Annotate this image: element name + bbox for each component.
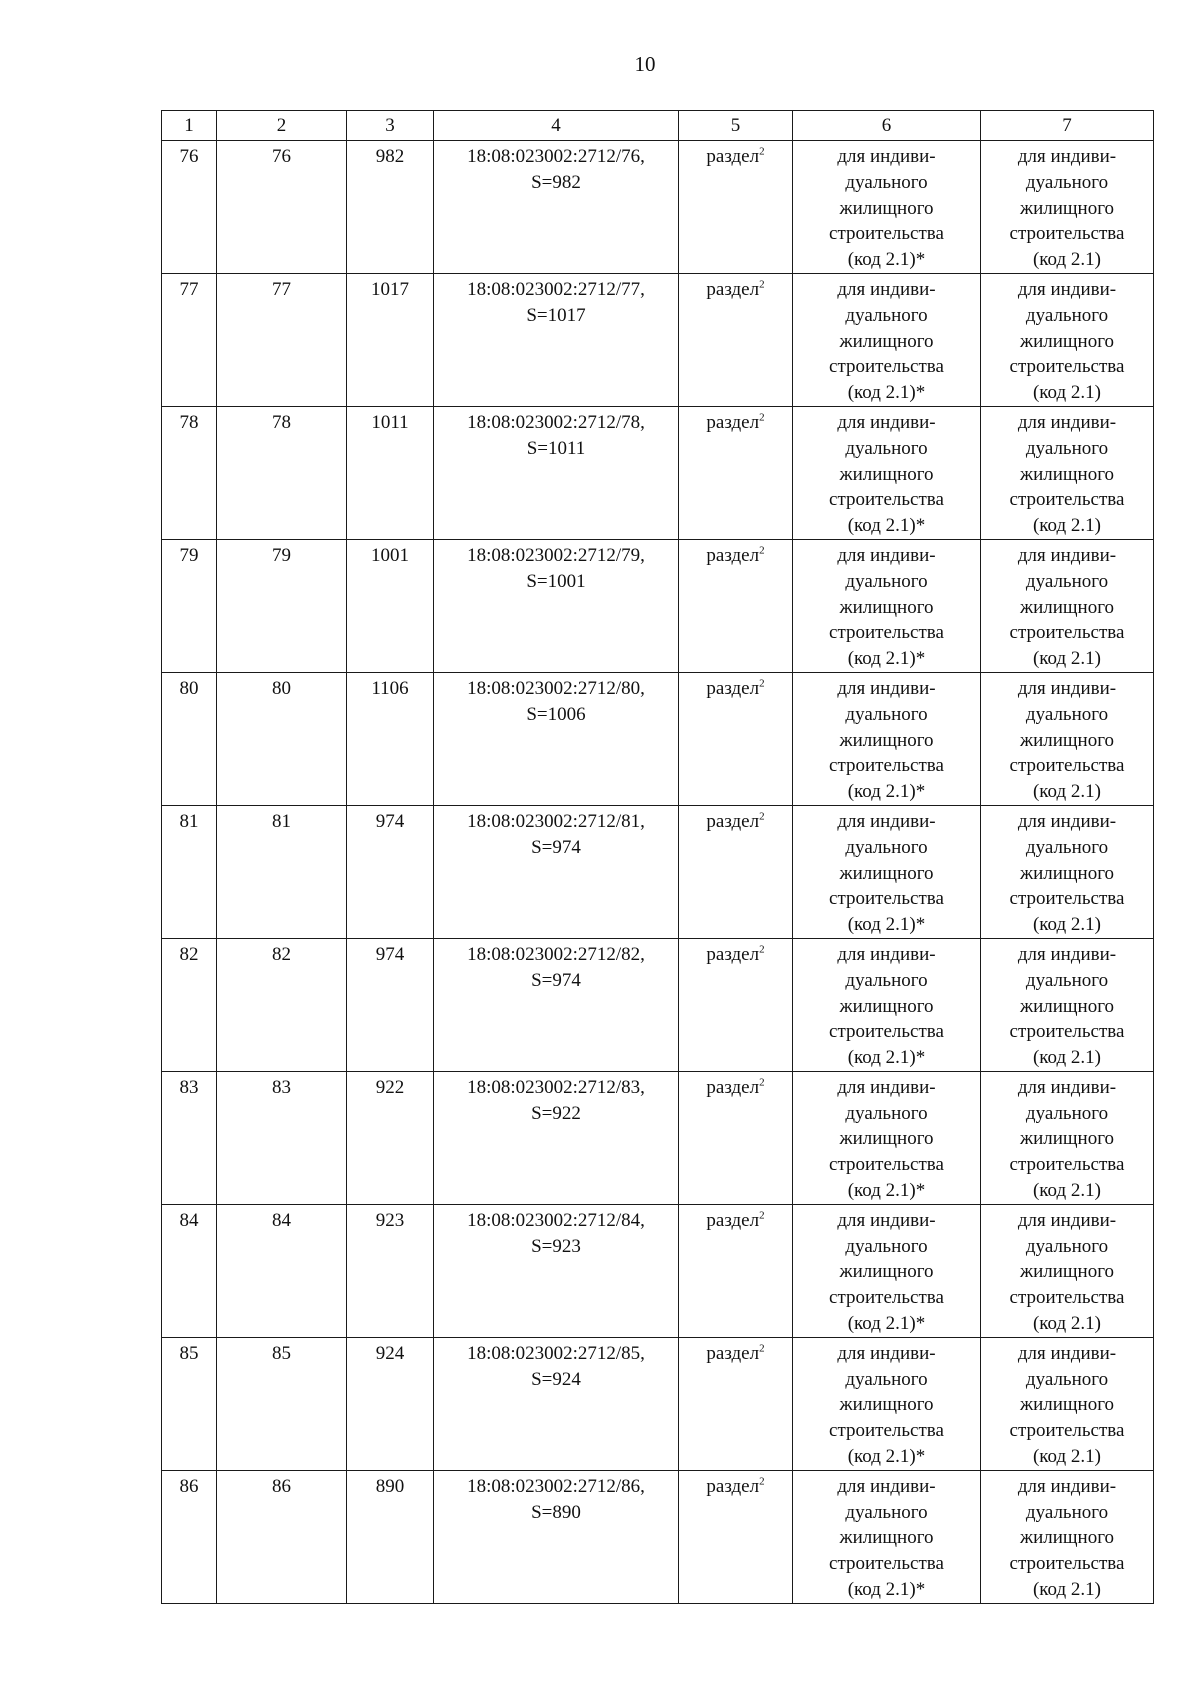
cell-permitted-use-code (981, 1071, 1154, 1204)
column-header: 1 (162, 111, 217, 141)
cell-permitted-use-code (981, 406, 1154, 539)
use-text-line: строительства (829, 1420, 944, 1442)
use-text-line: жилищного (839, 197, 934, 219)
use-text-line: для индиви- (1017, 1209, 1117, 1231)
use-text-line: дуального (1025, 969, 1109, 991)
use-text-line: дуального (845, 1235, 928, 1257)
footnote-marker: 2 (759, 1076, 765, 1089)
use-text-line: дуального (1025, 1102, 1109, 1124)
cell-cadastral-number (434, 1337, 679, 1470)
use-text-line: (код 2.1)* (847, 515, 926, 537)
cell-permitted-use-code (981, 672, 1154, 805)
use-text-line: дуального (845, 1501, 928, 1523)
cell-permitted-use (793, 672, 981, 805)
use-text-line: жилищного (839, 330, 934, 352)
use-text-line: строительства (829, 1154, 944, 1176)
table-row (162, 938, 1154, 1071)
cell-cadastral-number (434, 938, 679, 1071)
use-text-line: дуального (845, 304, 928, 326)
use-text-line: для индиви- (1017, 677, 1117, 699)
use-text-line: дуального (1025, 836, 1109, 858)
use-text-line: (код 2.1) (1032, 914, 1102, 936)
use-text-line: дуального (845, 1368, 928, 1390)
use-text-line: жилищного (1019, 596, 1115, 618)
cell-cadastral-number (434, 805, 679, 938)
use-text-line: строительства (1009, 1154, 1125, 1176)
table-row (162, 141, 1154, 274)
use-text-line: для индиви- (1017, 1342, 1117, 1364)
table-row (162, 1337, 1154, 1470)
cell-permitted-use (793, 1470, 981, 1603)
cell-area: 923 (347, 1204, 434, 1337)
cell-number: 79 (162, 539, 217, 672)
cell-area: 890 (347, 1470, 434, 1603)
use-text-line: строительства (829, 489, 944, 511)
footnote-marker: 2 (759, 145, 765, 158)
use-text-line: жилищного (1019, 1261, 1115, 1283)
use-text-line: строительства (1009, 356, 1125, 378)
cell-cadastral-number (434, 672, 679, 805)
use-text-line: дуального (1025, 304, 1109, 326)
use-text-line: дуального (845, 1102, 928, 1124)
cell-area: 982 (347, 141, 434, 274)
cell-plot-number: 77 (217, 273, 347, 406)
use-text-line: дуального (1025, 1235, 1109, 1257)
cell-permitted-use (793, 1071, 981, 1204)
cell-area: 974 (347, 938, 434, 1071)
cadastral-text-line: S=1011 (526, 437, 586, 459)
table-row (162, 273, 1154, 406)
section-text: раздел (706, 544, 760, 566)
use-text-line: дуального (1025, 1501, 1109, 1523)
cell-plot-number: 76 (217, 141, 347, 274)
cell-permitted-use (793, 273, 981, 406)
cadastral-text-line: S=974 (531, 969, 581, 991)
cadastral-text-line: 18:08:023002:2712/82, (467, 943, 645, 965)
cell-section (679, 406, 793, 539)
table-row (162, 672, 1154, 805)
section-text: раздел (706, 1342, 760, 1364)
use-text-line: строительства (829, 622, 944, 644)
use-text-line: строительства (829, 1553, 944, 1575)
use-text-line: строительства (1009, 1287, 1125, 1309)
column-header: 7 (981, 111, 1154, 141)
table-row (162, 1470, 1154, 1603)
cell-number: 84 (162, 1204, 217, 1337)
use-text-line: для индиви- (837, 810, 936, 832)
use-text-line: (код 2.1) (1032, 515, 1102, 537)
use-text-line: жилищного (1019, 1394, 1115, 1416)
use-text-line: жилищного (1019, 729, 1115, 751)
table-body (162, 141, 1154, 1604)
cell-permitted-use-code (981, 141, 1154, 274)
cell-number: 80 (162, 672, 217, 805)
use-text-line: строительства (1009, 489, 1125, 511)
use-text-line: строительства (829, 888, 944, 910)
use-text-line: жилищного (839, 463, 934, 485)
use-text-line: жилищного (839, 1394, 934, 1416)
cell-area: 974 (347, 805, 434, 938)
cell-area: 1011 (347, 406, 434, 539)
cadastral-text-line: 18:08:023002:2712/85, (467, 1342, 645, 1364)
cell-area: 1106 (347, 672, 434, 805)
use-text-line: для индиви- (1017, 1475, 1117, 1497)
cell-number: 85 (162, 1337, 217, 1470)
use-text-line: для индиви- (1017, 146, 1117, 167)
use-text-line: (код 2.1)* (847, 1047, 926, 1069)
use-text-line: жилищного (839, 995, 934, 1017)
use-text-line: жилищного (839, 1527, 934, 1549)
column-header: 6 (793, 111, 981, 141)
cell-number: 82 (162, 938, 217, 1071)
cell-permitted-use (793, 1204, 981, 1337)
section-text: раздел (706, 278, 760, 300)
page-number: 10 (634, 52, 656, 76)
footnote-marker: 2 (759, 278, 765, 291)
cadastral-text-line: S=890 (531, 1501, 581, 1523)
footnote-marker: 2 (759, 1209, 765, 1222)
section-text: раздел (706, 810, 760, 832)
use-text-line: жилищного (839, 1128, 934, 1150)
use-text-line: (код 2.1) (1032, 1180, 1102, 1202)
use-text-line: дуального (1025, 703, 1109, 725)
cadastral-text-line: S=1017 (526, 304, 586, 326)
cell-permitted-use (793, 938, 981, 1071)
cell-permitted-use-code (981, 805, 1154, 938)
cell-area: 1017 (347, 273, 434, 406)
cadastral-text-line: S=922 (531, 1102, 581, 1124)
cell-area: 924 (347, 1337, 434, 1470)
use-text-line: (код 2.1) (1032, 1446, 1102, 1468)
use-text-line: строительства (829, 1287, 944, 1309)
cadastral-text-line: S=923 (531, 1235, 581, 1257)
use-text-line: дуального (845, 437, 928, 459)
use-text-line: (код 2.1) (1032, 1579, 1102, 1601)
use-text-line: для индиви- (1017, 810, 1117, 832)
cadastral-text-line: S=924 (531, 1368, 581, 1390)
cell-plot-number: 86 (217, 1470, 347, 1603)
footnote-marker: 2 (759, 943, 765, 956)
use-text-line: для индиви- (837, 1209, 936, 1231)
cell-area: 922 (347, 1071, 434, 1204)
cell-permitted-use (793, 141, 981, 274)
use-text-line: (код 2.1)* (847, 781, 926, 803)
use-text-line: (код 2.1) (1032, 249, 1102, 271)
cell-permitted-use-code (981, 938, 1154, 1071)
cell-number: 86 (162, 1470, 217, 1603)
use-text-line: дуального (845, 969, 928, 991)
cell-number: 83 (162, 1071, 217, 1204)
use-text-line: (код 2.1)* (847, 249, 926, 271)
table-header-row (162, 111, 1154, 141)
cell-area: 1001 (347, 539, 434, 672)
cell-plot-number: 80 (217, 672, 347, 805)
cell-section (679, 1470, 793, 1603)
footnote-marker: 2 (759, 677, 765, 690)
cell-permitted-use-code (981, 1337, 1154, 1470)
cell-section (679, 672, 793, 805)
use-text-line: дуального (845, 570, 928, 592)
use-text-line: строительства (829, 223, 944, 245)
section-text: раздел (706, 943, 760, 965)
use-text-line: строительства (1009, 1420, 1125, 1442)
section-text: раздел (706, 1076, 760, 1098)
use-text-line: дуального (845, 836, 928, 858)
cell-section (679, 539, 793, 672)
cell-cadastral-number (434, 273, 679, 406)
cadastral-text-line: S=974 (531, 836, 581, 858)
use-text-line: жилищного (1019, 463, 1115, 485)
use-text-line: строительства (829, 1021, 944, 1043)
use-text-line: для индиви- (1017, 411, 1117, 433)
cell-plot-number: 81 (217, 805, 347, 938)
use-text-line: для индиви- (1017, 1076, 1117, 1098)
use-text-line: для индиви- (1017, 943, 1117, 965)
use-text-line: для индиви- (1017, 544, 1117, 566)
cell-permitted-use-code (981, 1204, 1154, 1337)
use-text-line: жилищного (839, 596, 934, 618)
use-text-line: строительства (1009, 1021, 1125, 1043)
use-text-line: строительства (1009, 223, 1125, 245)
use-text-line: жилищного (1019, 1128, 1115, 1150)
section-text: раздел (706, 1209, 760, 1231)
use-text-line: (код 2.1) (1032, 1313, 1102, 1335)
cell-section (679, 1204, 793, 1337)
cell-cadastral-number (434, 539, 679, 672)
use-text-line: для индиви- (837, 1076, 936, 1098)
cell-permitted-use-code (981, 1470, 1154, 1603)
cell-cadastral-number (434, 1071, 679, 1204)
cell-number: 78 (162, 406, 217, 539)
cell-section (679, 273, 793, 406)
use-text-line: для индиви- (837, 278, 936, 300)
footnote-marker: 2 (759, 1475, 765, 1488)
use-text-line: жилищного (1019, 995, 1115, 1017)
section-text: раздел (706, 1475, 760, 1497)
use-text-line: дуального (1025, 570, 1109, 592)
use-text-line: жилищного (1019, 862, 1115, 884)
use-text-line: жилищного (839, 1261, 934, 1283)
cell-plot-number: 79 (217, 539, 347, 672)
use-text-line: (код 2.1)* (847, 648, 926, 670)
cell-plot-number: 84 (217, 1204, 347, 1337)
use-text-line: (код 2.1) (1032, 1047, 1102, 1069)
table-row (162, 406, 1154, 539)
table-row (162, 1071, 1154, 1204)
cell-cadastral-number (434, 141, 679, 274)
table-row (162, 539, 1154, 672)
table-row (162, 1204, 1154, 1337)
cell-permitted-use-code (981, 273, 1154, 406)
cell-section (679, 1071, 793, 1204)
land-plots-table (161, 110, 1154, 1604)
use-text-line: (код 2.1)* (847, 1446, 926, 1468)
use-text-line: для индиви- (837, 146, 936, 167)
cell-permitted-use-code (981, 539, 1154, 672)
use-text-line: дуального (845, 703, 928, 725)
use-text-line: дуального (1025, 437, 1109, 459)
cell-number: 76 (162, 141, 217, 274)
footnote-marker: 2 (759, 1342, 765, 1355)
use-text-line: жилищного (839, 729, 934, 751)
use-text-line: (код 2.1)* (847, 382, 926, 404)
use-text-line: строительства (1009, 1553, 1125, 1575)
column-header: 5 (679, 111, 793, 141)
column-header: 2 (217, 111, 347, 141)
cadastral-text-line: 18:08:023002:2712/83, (467, 1076, 645, 1098)
use-text-line: строительства (829, 356, 944, 378)
use-text-line: строительства (1009, 888, 1125, 910)
cell-section (679, 805, 793, 938)
use-text-line: строительства (1009, 755, 1125, 777)
use-text-line: для индиви- (1017, 278, 1117, 300)
cell-section (679, 1337, 793, 1470)
cell-number: 81 (162, 805, 217, 938)
use-text-line: для индиви- (837, 677, 936, 699)
cadastral-text-line: 18:08:023002:2712/79, (467, 544, 645, 566)
cell-plot-number: 78 (217, 406, 347, 539)
cell-number: 77 (162, 273, 217, 406)
cadastral-text-line: 18:08:023002:2712/80, (467, 677, 645, 699)
use-text-line: (код 2.1) (1032, 781, 1102, 803)
cadastral-text-line: 18:08:023002:2712/84, (467, 1209, 645, 1231)
use-text-line: (код 2.1) (1032, 382, 1102, 404)
use-text-line: жилищного (1019, 1527, 1115, 1549)
cadastral-text-line: S=1006 (526, 703, 586, 725)
use-text-line: (код 2.1)* (847, 1180, 926, 1202)
cell-permitted-use (793, 1337, 981, 1470)
cell-cadastral-number (434, 406, 679, 539)
cadastral-text-line: 18:08:023002:2712/76, (467, 146, 645, 167)
use-text-line: для индиви- (837, 943, 936, 965)
column-header: 4 (434, 111, 679, 141)
footnote-marker: 2 (759, 544, 765, 557)
use-text-line: для индиви- (837, 544, 936, 566)
cadastral-text-line: S=1001 (526, 570, 586, 592)
section-text: раздел (706, 677, 760, 699)
cadastral-text-line: 18:08:023002:2712/81, (467, 810, 645, 832)
use-text-line: (код 2.1) (1032, 648, 1102, 670)
cell-plot-number: 85 (217, 1337, 347, 1470)
use-text-line: дуального (845, 171, 928, 193)
cell-permitted-use (793, 805, 981, 938)
footnote-marker: 2 (759, 411, 765, 424)
use-text-line: жилищного (1019, 330, 1115, 352)
footnote-marker: 2 (759, 810, 765, 823)
cell-plot-number: 82 (217, 938, 347, 1071)
use-text-line: строительства (829, 755, 944, 777)
use-text-line: (код 2.1)* (847, 1579, 926, 1601)
cadastral-text-line: 18:08:023002:2712/86, (467, 1475, 645, 1497)
use-text-line: дуального (1025, 171, 1109, 193)
cell-cadastral-number (434, 1204, 679, 1337)
cadastral-text-line: 18:08:023002:2712/78, (467, 411, 645, 433)
cell-cadastral-number (434, 1470, 679, 1603)
use-text-line: для индиви- (837, 1475, 936, 1497)
cadastral-text-line: 18:08:023002:2712/77, (467, 278, 645, 300)
use-text-line: для индиви- (837, 411, 936, 433)
cell-plot-number: 83 (217, 1071, 347, 1204)
cell-permitted-use (793, 539, 981, 672)
column-header: 3 (347, 111, 434, 141)
section-text: раздел (706, 146, 760, 167)
cell-permitted-use (793, 406, 981, 539)
use-text-line: строительства (1009, 622, 1125, 644)
use-text-line: жилищного (1019, 197, 1115, 219)
use-text-line: дуального (1025, 1368, 1109, 1390)
use-text-line: (код 2.1)* (847, 914, 926, 936)
cadastral-text-line: S=982 (531, 171, 581, 193)
use-text-line: для индиви- (837, 1342, 936, 1364)
cell-section (679, 141, 793, 274)
cell-section (679, 938, 793, 1071)
use-text-line: жилищного (839, 862, 934, 884)
use-text-line: (код 2.1)* (847, 1313, 926, 1335)
table-row (162, 805, 1154, 938)
section-text: раздел (706, 411, 760, 433)
